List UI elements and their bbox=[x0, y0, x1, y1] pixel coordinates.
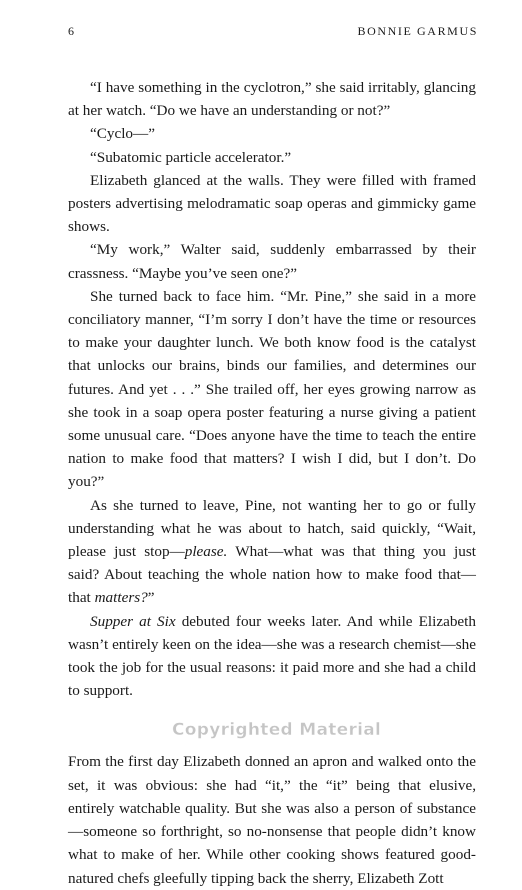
running-head-author: BONNIE GARMUS bbox=[357, 24, 478, 38]
paragraph-text: “Subatomic particle accelerator.” bbox=[90, 148, 292, 166]
copyright-watermark: Copyrighted Material bbox=[172, 720, 382, 740]
paragraph bbox=[68, 238, 476, 284]
paragraph-text: As she turned to leave, Pine, not wanting her to go or fully understanding what he was about to hatch, said quickly, “Wait, please just stop— bbox=[68, 496, 476, 561]
paragraph bbox=[68, 610, 476, 703]
closing-quote: ” bbox=[147, 589, 155, 607]
paragraph bbox=[68, 122, 476, 145]
paragraph bbox=[68, 169, 476, 239]
paragraph-text: “I have something in the cyclotron,” she said irritably, glancing at her watch. “Do we have an understanding or not?” bbox=[68, 79, 476, 120]
body-text bbox=[68, 76, 476, 890]
emphasis-text: please. bbox=[184, 543, 228, 561]
emphasis-text: matters? bbox=[94, 589, 148, 607]
paragraph-text: What—what was that thing you just said? About teaching the whole nation how to make food that—that bbox=[68, 543, 476, 607]
paragraph bbox=[68, 76, 476, 122]
paragraph-text: She turned back to face him. “Mr. Pine,” she said in a more conciliatory manner, “I’m sorry I don’t have the time or resources to make your daughter lunch. We both know food is the catalyst that unlocks our brains, binds our families, and determines our futures. And yet . . .” She trailed off, her eyes growing narrow as she took in a soap opera poster featuring a nurse giving a patient some unusual care. “Does anyone have the time to teach the entire nation to make food that matters? I wish I did, but I don’t. Do you?” bbox=[68, 287, 476, 491]
paragraph-text: “My work,” Walter said, suddenly embarrassed by their crassness. “Maybe you’ve seen one?” bbox=[68, 241, 476, 282]
page-number: 6 bbox=[68, 24, 76, 38]
paragraph-text: debuted four weeks later. And while Elizabeth wasn’t entirely keen on the idea—she was a research chemist—she took the job for the usual reasons: it paid more and she had a child to support. bbox=[68, 612, 476, 700]
paragraph bbox=[68, 285, 476, 494]
paragraph bbox=[68, 750, 476, 889]
paragraph-text: From the first day Elizabeth donned an apron and walked onto the set, it was obvious: she had “it,” the “it” being that elusive, entirely watchable quality. But she was also a person of substance—someone so forthright, so no-nonsense that people didn’t know what to make of her. While other cooking shows featured good-natured chefs gleefully tipping back the sherry, Elizabeth Zott bbox=[68, 753, 476, 887]
paragraph-text: “Cyclo—” bbox=[90, 125, 155, 143]
paragraph-text: Elizabeth glanced at the walls. They were filled with framed posters advertising melodramatic soap operas and gimmicky game shows. bbox=[68, 171, 476, 236]
show-title: Supper at Six bbox=[90, 612, 176, 630]
paragraph bbox=[68, 494, 476, 610]
paragraph bbox=[68, 146, 476, 169]
